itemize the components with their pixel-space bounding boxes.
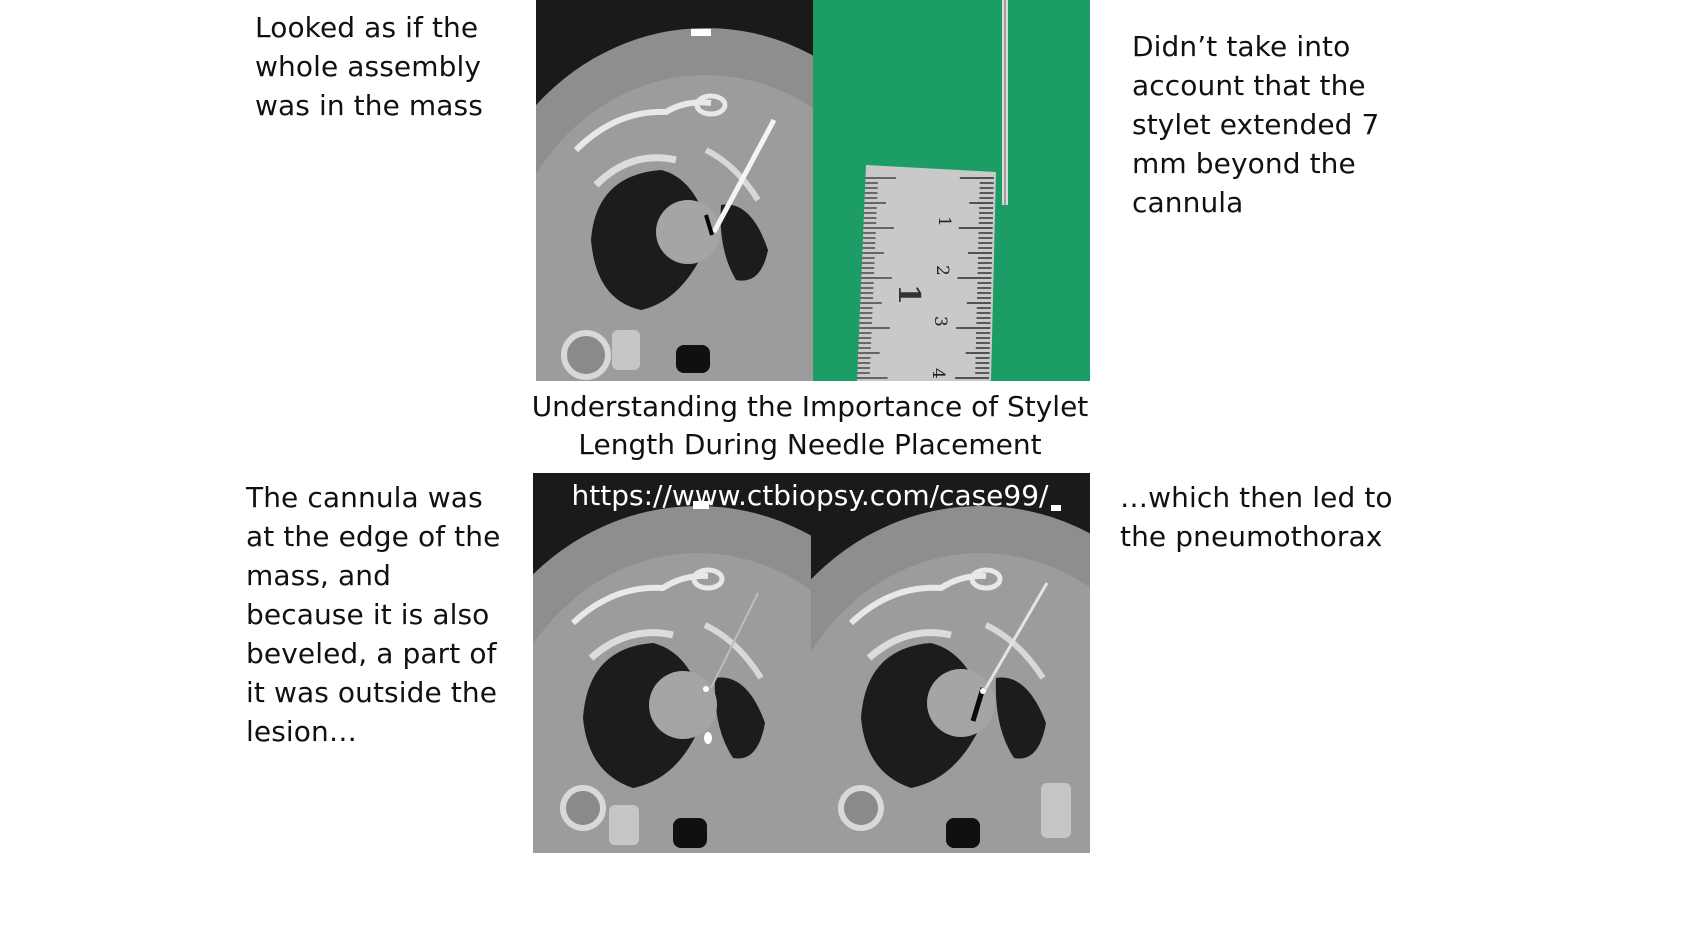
note-top-right [1132, 27, 1379, 222]
note-line: beveled, a part of [246, 637, 497, 670]
ruler-number: 4 [928, 368, 948, 379]
ruler-number: 2 [932, 265, 952, 276]
note-bottom-left [246, 478, 500, 751]
note-line: was in the mass [255, 89, 483, 122]
note-line: Looked as if the [255, 11, 479, 44]
note-top-left [255, 8, 483, 125]
ct-image-top-left [536, 0, 813, 381]
case-url[interactable]: https://www.ctbiopsy.com/case99/ [571, 479, 1049, 512]
note-line: stylet extended 7 [1132, 108, 1380, 141]
note-line: it was outside the [246, 676, 498, 709]
note-line: the pneumothorax [1120, 520, 1383, 553]
ruler-number: 3 [930, 316, 950, 327]
ruler [857, 165, 996, 381]
note-line: at the edge of the [246, 520, 501, 553]
title-line: Understanding the Importance of Stylet [531, 390, 1089, 423]
slide-title [520, 388, 1100, 464]
note-line: whole assembly [255, 50, 482, 83]
note-line: The cannula was [246, 481, 483, 514]
note-line: lesion… [246, 715, 357, 748]
ruler-number: 1 [934, 216, 954, 227]
ct-image-bottom-right [811, 473, 1090, 853]
note-line: mm beyond the [1132, 147, 1356, 180]
ruler-big-number: 1 [891, 284, 926, 305]
note-bottom-right [1120, 478, 1393, 556]
note-line: because it is also [246, 598, 490, 631]
note-line: cannula [1132, 186, 1244, 219]
note-line: mass, and [246, 559, 391, 592]
needle-ruler-photo [813, 0, 1090, 381]
title-line: Length During Needle Placement [578, 428, 1042, 461]
note-line: account that the [1132, 69, 1366, 102]
note-line: …which then led to [1120, 481, 1393, 514]
note-line: Didn’t take into [1132, 30, 1351, 63]
ct-image-bottom-left [533, 473, 811, 853]
